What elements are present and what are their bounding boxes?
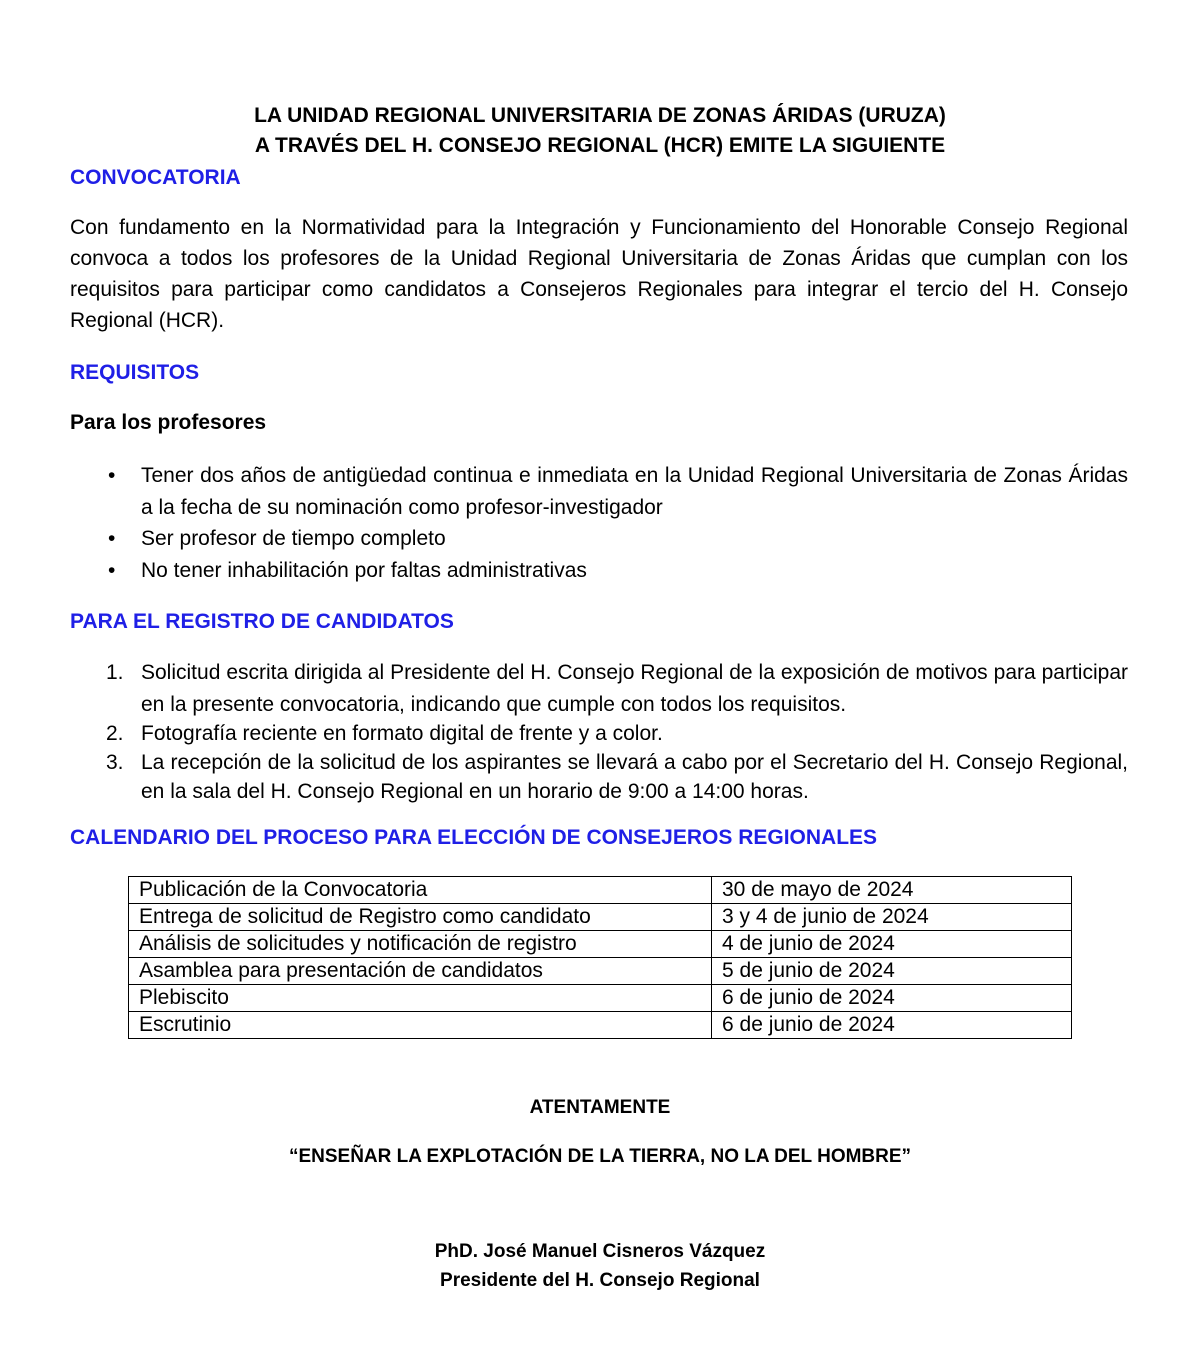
date-cell: 4 de junio de 2024 [712,931,1072,958]
list-item: • No tener inhabilitación por faltas administrativas [70,555,1128,587]
signer-title: Presidente del H. Consejo Regional [440,1270,760,1291]
bullet-icon: • [108,527,116,550]
activity-cell: Análisis de solicitudes y notificación de registro [129,931,712,958]
registro-heading: PARA EL REGISTRO DE CANDIDATOS [70,610,454,633]
date-cell: 6 de junio de 2024 [712,1012,1072,1039]
header-line-1: LA UNIDAD REGIONAL UNIVERSITARIA DE ZONAS ÁRIDAS (URUZA) [254,104,946,127]
bullet-icon: • [108,464,116,487]
list-item: 3. La recepción de la solicitud de los aspirantes se llevará a cabo por el Secretario del H. Consejo Regional, en la sala del H. Consejo Regional en un horario de 9:00 a 14:00 horas. [106,751,1128,803]
atentamente: ATENTAMENTE [529,1097,671,1118]
table-row [129,1012,1072,1039]
requisitos-list [70,460,1128,586]
registro-list [70,657,1128,806]
convocatoria-text: Con fundamento en la Normatividad para la Integración y Funcionamiento del Honorable Consejo Regional convoca a todos los profesores de la Unidad Regional Universitaria de Zonas Áridas que cumplan con los requisitos para participar como candidatos a Consejeros Regionales para integrar el tercio del H. Consejo Regional (HCR). [70,216,1128,332]
bullet-icon: • [108,558,116,582]
table-row [129,958,1072,985]
date-cell: 3 y 4 de junio de 2024 [712,904,1072,931]
requisitos-heading: REQUISITOS [70,361,200,384]
list-item: 2. Fotografía reciente en formato digital de frente y a color. [106,722,663,745]
header-line-2: A TRAVÉS DEL H. CONSEJO REGIONAL (HCR) EMITE LA SIGUIENTE [254,134,946,157]
convocatoria-heading: CONVOCATORIA [70,166,241,189]
activity-cell: Plebiscito [129,985,712,1012]
activity-cell: Publicación de la Convocatoria [129,877,712,904]
date-cell: 30 de mayo de 2024 [712,877,1072,904]
activity-cell: Entrega de solicitud de Registro como candidato [129,904,712,931]
calendario-heading: CALENDARIO DEL PROCESO PARA ELECCIÓN DE CONSEJEROS REGIONALES [70,826,878,849]
list-item: 1. Solicitud escrita dirigida al Presidente del H. Consejo Regional de la exposición de motivos para participar en la presente convocatoria, indicando que cumple con todos los requisitos. [106,661,1128,716]
table-row [129,985,1072,1012]
motto: “ENSEÑAR LA EXPLOTACIÓN DE LA TIERRA, NO LA DEL HOMBRE” [288,1146,912,1167]
table-row [129,904,1072,931]
list-item: • Tener dos años de antigüedad continua e inmediata en la Unidad Regional Universitaria de Zonas Áridas a la fecha de su nominación como profesor-investigador [70,460,1128,523]
date-cell: 6 de junio de 2024 [712,985,1072,1012]
activity-cell: Escrutinio [129,1012,712,1039]
activity-cell: Asamblea para presentación de candidatos [129,958,712,985]
date-cell: 5 de junio de 2024 [712,958,1072,985]
requisitos-subheading: Para los profesores [70,411,267,434]
list-item: • Ser profesor de tiempo completo [70,523,1128,555]
table-row [129,931,1072,958]
calendar-table [128,876,1072,1039]
signer-name: PhD. José Manuel Cisneros Vázquez [434,1241,766,1262]
table-row [129,877,1072,904]
